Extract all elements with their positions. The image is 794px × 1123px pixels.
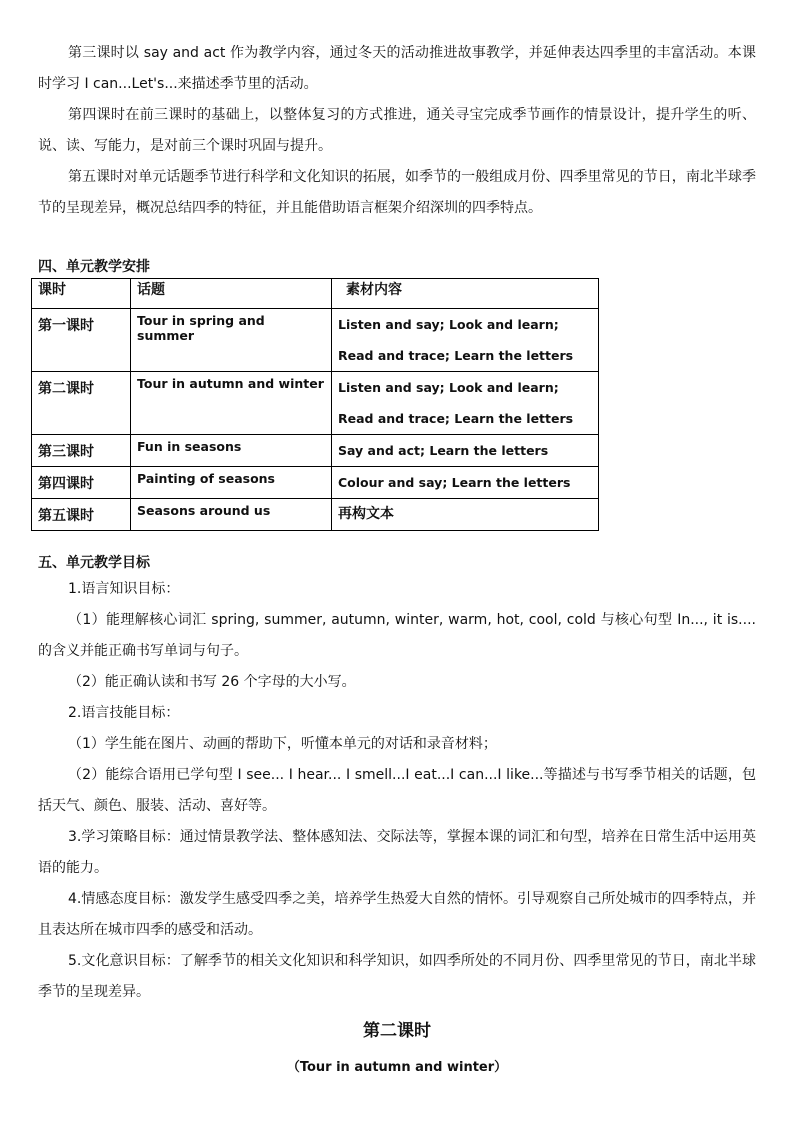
cell-lesson: 第三课时 <box>32 435 131 467</box>
schedule-table <box>31 278 599 531</box>
section-heading-goals: 五、单元教学目标 <box>38 555 150 571</box>
header-topic: 话题 <box>131 279 332 309</box>
table-row <box>32 499 599 531</box>
table-row <box>32 435 599 467</box>
cell-topic: Fun in seasons <box>131 435 332 467</box>
cell-lesson: 第四课时 <box>32 467 131 499</box>
header-lesson: 课时 <box>32 279 131 309</box>
goal-1-title: 1.语言知识目标： <box>68 581 180 597</box>
table-row <box>32 372 599 435</box>
cell-lesson: 第二课时 <box>32 372 131 435</box>
cell-content: Listen and say; Look and learn; Read and trace; Learn the letters <box>332 309 599 372</box>
table-row <box>32 467 599 499</box>
cell-lesson: 第五课时 <box>32 499 131 531</box>
goal-1-item-a: （1）能理解核心词汇 spring, summer, autumn, winter, warm, hot, cool, cold 与核心句型 In..., it is....的含义并能正确书写单词与句子。 <box>38 612 756 659</box>
goal-1-item-b: （2）能正确认读和书写 26 个字母的大小写。 <box>68 674 356 690</box>
cell-content: Listen and say; Look and learn; Read and trace; Learn the letters <box>332 372 599 435</box>
goal-2-title: 2.语言技能目标： <box>68 705 180 721</box>
cell-content: 再构文本 <box>332 499 599 531</box>
cell-topic: Painting of seasons <box>131 467 332 499</box>
lesson-title: 第二课时 <box>363 1021 431 1041</box>
cell-topic: Tour in spring and summer <box>131 309 332 372</box>
paragraph-lesson3: 第三课时以 say and act 作为教学内容，通过冬天的活动推进故事教学，并延伸表达四季里的丰富活动。本课时学习 I can...Let's...来描述季节里的活动。 <box>38 45 756 92</box>
table-header-row <box>32 279 599 309</box>
goal-4: 4.情感态度目标：激发学生感受四季之美，培养学生热爱大自然的情怀。引导观察自己所处城市的四季特点，并且表达所在城市四季的感受和活动。 <box>38 891 756 938</box>
paragraph-lesson5: 第五课时对单元话题季节进行科学和文化知识的拓展，如季节的一般组成月份、四季里常见的节日，南北半球季节的呈现差异，概况总结四季的特征，并且能借助语言框架介绍深圳的四季特点。 <box>38 169 756 216</box>
goal-3: 3.学习策略目标：通过情景教学法、整体感知法、交际法等，掌握本课的词汇和句型，培养在日常生活中运用英语的能力。 <box>38 829 756 876</box>
cell-content: Colour and say; Learn the letters <box>332 467 599 499</box>
cell-topic: Tour in autumn and winter <box>131 372 332 435</box>
header-content: 素材内容 <box>332 279 599 309</box>
section-heading-schedule: 四、单元教学安排 <box>38 259 150 275</box>
table-row <box>32 309 599 372</box>
cell-content: Say and act; Learn the letters <box>332 435 599 467</box>
goal-2-item-a: （1）学生能在图片、动画的帮助下，听懂本单元的对话和录音材料； <box>68 736 497 752</box>
lesson-subtitle: （Tour in autumn and winter） <box>286 1060 508 1075</box>
goal-2-item-b: （2）能综合语用已学句型 I see... I hear... I smell...I eat...I can...I like...等描述与书写季节相关的话题，包括天气、颜色、服装、活动、喜好等。 <box>38 767 756 814</box>
cell-topic: Seasons around us <box>131 499 332 531</box>
paragraph-lesson4: 第四课时在前三课时的基础上，以整体复习的方式推进，通关寻宝完成季节画作的情景设计，提升学生的听、说、读、写能力，是对前三个课时巩固与提升。 <box>38 107 756 154</box>
goal-5: 5.文化意识目标：了解季节的相关文化知识和科学知识，如四季所处的不同月份、四季里常见的节日，南北半球季节的呈现差异。 <box>38 953 756 1000</box>
cell-lesson: 第一课时 <box>32 309 131 372</box>
